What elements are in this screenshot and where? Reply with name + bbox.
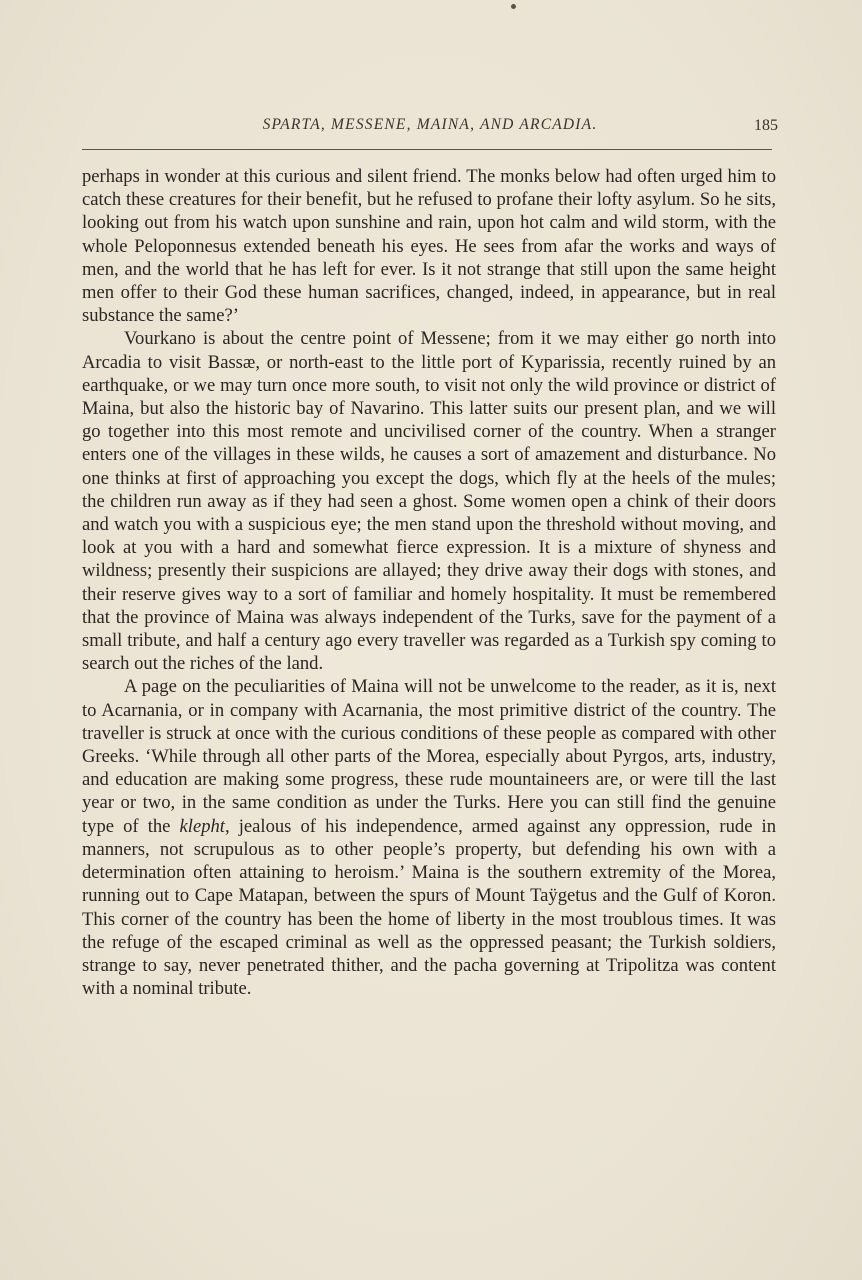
body-text [82,165,776,1000]
ink-speck [511,4,516,9]
klepht-term: klepht, [179,815,230,837]
page-number: 185 [754,117,778,134]
header-rule [82,149,772,150]
paragraph-3-part-b: jealous of his independence, armed against any oppression, rude in manners, not scrupulous as to other people’s property, but defending his own with a determination often attaining to heroism.’ Maina is the southern extremity of the Morea, running out to Cape Matapan, between the spurs of Mount Taÿgetus and the Gulf of Koron. This corner of the country has been the home of liberty in the most troublous times. It was the refuge of the escaped criminal as well as the oppressed peasant; the Turkish soldiers, strange to say, never penetrated thither, and the pacha governing at Tripolitza was content with a nominal tribute. [82,815,777,1000]
running-head: SPARTA, MESSENE, MAINA, AND ARCADIA. [262,116,598,133]
paragraph-1: perhaps in wonder at this curious and silent friend. The monks below had often urged him to catch these creatures for their benefit, but he refused to profane their lofty asylum. So he sits, looking out from his watch upon sunshine and rain, upon hot calm and wild storm, with the whole Peloponnesus extended beneath his eyes. He sees from afar the works and ways of men, and the world that he has left for ever. Is it not strange that still upon the same height men offer to their God these human sacrifices, changed, indeed, in appearance, but in real substance the same?’ [82,166,776,327]
paragraph-3-part-a: A page on the peculiarities of Maina will not be unwelcome to the reader, as it is, next to Acarnania, or in company with Acarnania, the most primitive district of the country. The traveller is struck at once with the curious conditions of these people as compared with other Greeks. ‘While through all other parts of the Morea, especially about Pyrgos, arts, industry, and education are making some progress, these rude mountaineers are, or were till the last year or two, in the same condition as under the Turks. Here you can still find the genuine type of the [82,676,776,837]
paragraph-2: Vourkano is about the centre point of Messene; from it we may either go north into Arcadia to visit Bassæ, or north-east to the little port of Kyparissia, recently ruined by an earthquake, or we may turn once more south, to visit not only the wild province or district of Maina, but also the historic bay of Navarino. This latter suits our present plan, and we will go together into this most remote and uncivilised corner of the country. When a stranger enters one of the villages in these wilds, he causes a sort of amazement and disturbance. No one thinks at first of approaching you except the dogs, which fly at the heels of the mules; the children run away as if they had seen a ghost. Some women open a chink of their doors and watch you with a suspicious eye; the men stand upon the threshold without moving, and look at you with a hard and somewhat fierce expression. It is a mixture of shyness and wildness; presently their suspicions are allayed; they drive away their dogs with stones, and their reserve gives way to a sort of familiar and homely hospitality. It must be remembered that the province of Maina was always independent of the Turks, save for the payment of a small tribute, and half a century ago every traveller was regarded as a Turkish spy coming to search out the riches of the land. [82,328,776,675]
page-header [82,116,778,140]
paragraph-3 [82,675,776,1000]
